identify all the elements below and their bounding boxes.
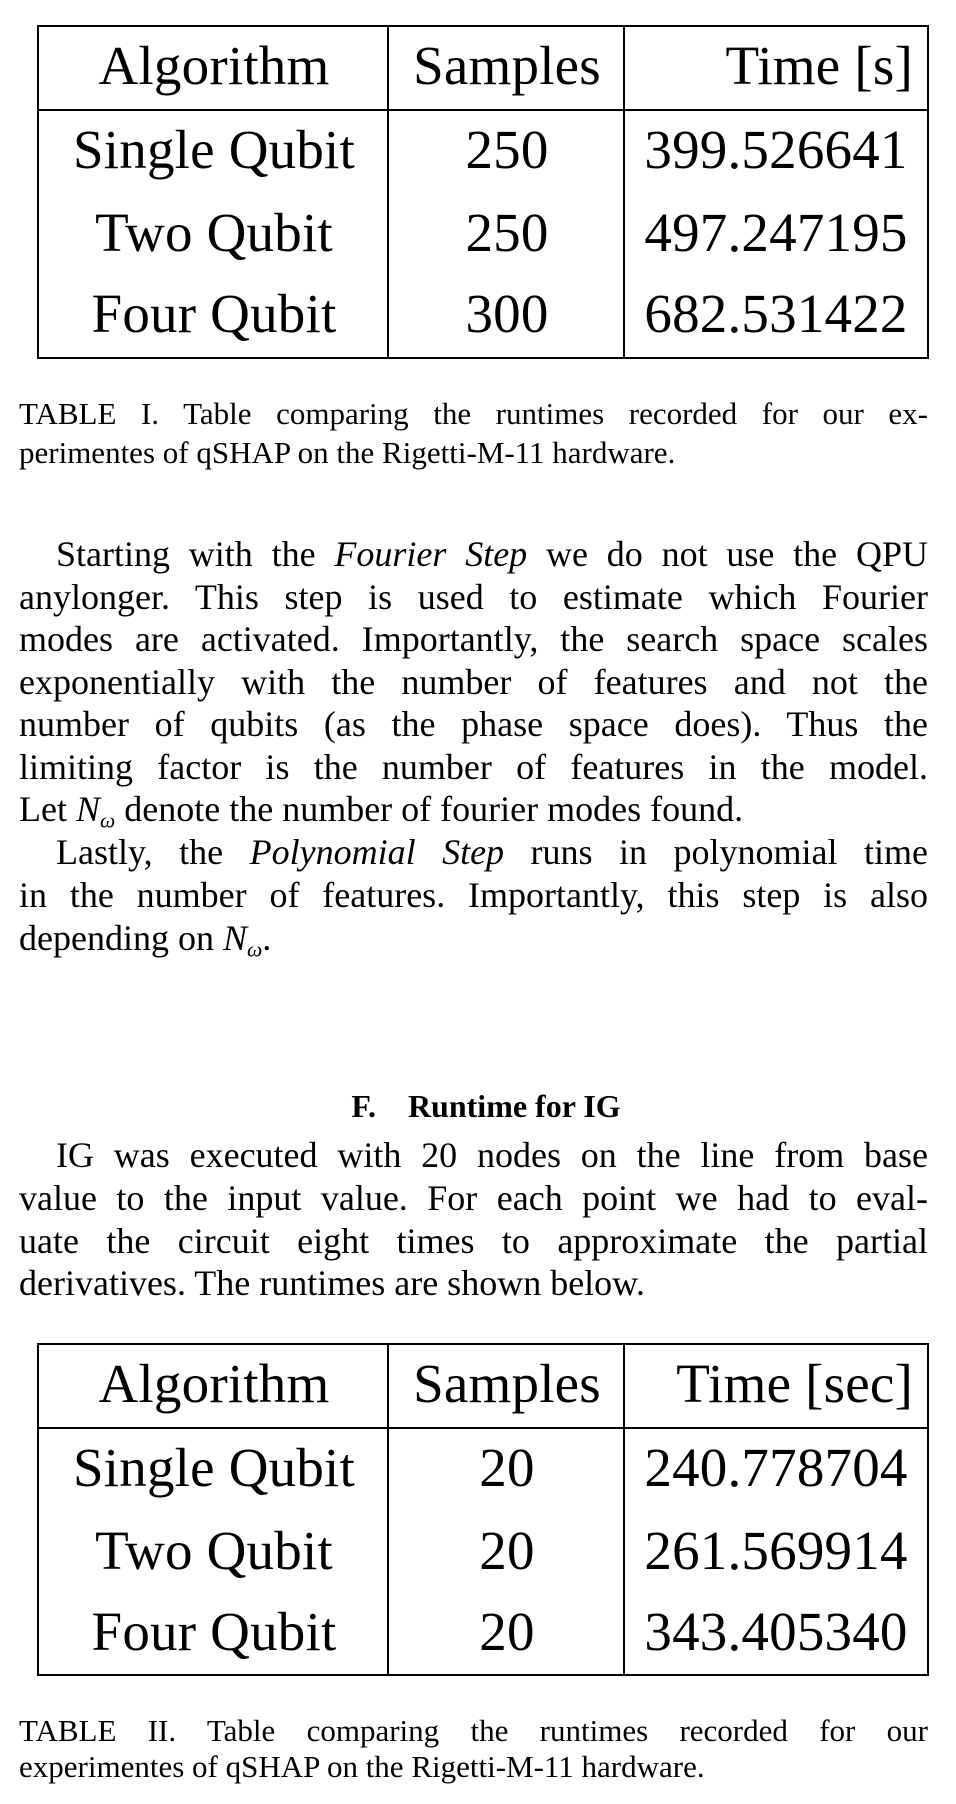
cell-time: 261.569914: [644, 1520, 908, 1581]
paragraph-2-line: [56, 830, 928, 874]
table-1: [37, 25, 929, 359]
table-row: [39, 1427, 927, 1509]
table-2-caption-line: experimentes of qSHAP on the Rigetti-M-11 hardware.: [19, 1749, 705, 1784]
text: Let: [19, 789, 76, 829]
text: Starting with the: [56, 534, 335, 574]
paragraph-1-line: [19, 787, 928, 831]
paragraph-3-line: uate the circuit eight times to approximate the partial: [19, 1221, 928, 1261]
cell-samples: 250: [465, 202, 549, 263]
cell-samples: 20: [479, 1437, 535, 1498]
paragraph-3-line: IG was executed with 20 nodes on the line from base: [56, 1135, 928, 1175]
paragraph-3-line: value to the input value. For each point we had to eval-: [19, 1178, 928, 1218]
section-title: Runtime for IG: [407, 1088, 621, 1124]
text: depending on: [19, 918, 223, 958]
cell-samples: 250: [465, 119, 549, 180]
cell-samples: 300: [465, 283, 549, 344]
paragraph-1-line: number of qubits (as the phase space does). Thus the: [19, 704, 928, 744]
math-subscript-omega: ω: [100, 808, 116, 833]
table-header-row: [39, 25, 927, 107]
text: runs in polynomial time: [504, 832, 928, 872]
table-row: [39, 1510, 927, 1592]
paragraph-1-line: exponentially with the number of features and not the: [19, 662, 928, 702]
paragraph-1-line: modes are activated. Importantly, the search space scales: [19, 619, 928, 659]
table-2-caption-line: TABLE II. Table comparing the runtimes recorded for our: [19, 1713, 928, 1748]
table-header-row: [39, 1343, 927, 1425]
text: .: [262, 918, 272, 958]
math-symbol-n: N: [75, 789, 100, 829]
header-samples: Samples: [413, 35, 601, 96]
table-2: [37, 1343, 929, 1676]
header-algorithm: Algorithm: [98, 35, 330, 96]
section-gap: [376, 1088, 408, 1124]
text: we do not use the QPU: [527, 534, 928, 574]
paragraph-1-line: [56, 532, 928, 576]
table-1-caption-line: perimentes of qSHAP on the Rigetti-M-11 hardware.: [19, 435, 676, 470]
cell-time: 240.778704: [644, 1437, 908, 1498]
cell-samples: 20: [479, 1601, 535, 1662]
cell-samples: 20: [479, 1520, 535, 1581]
cell-algorithm: Two Qubit: [95, 202, 333, 263]
table-row: [39, 109, 927, 191]
cell-algorithm: Four Qubit: [91, 1601, 337, 1662]
math-subscript-omega: ω: [246, 937, 263, 962]
text: denote the number of fourier modes found.: [115, 789, 744, 829]
emphasis-polynomial-step: Polynomial Step: [249, 832, 505, 872]
paragraph-1-line: anylonger. This step is used to estimate which Fourier: [19, 577, 928, 617]
paragraph-2-line: in the number of features. Importantly, this step is also: [19, 875, 928, 915]
paragraph-2-line: [19, 916, 928, 960]
paragraph-1-line: limiting factor is the number of features in the model.: [19, 747, 928, 787]
cell-time: 497.247195: [644, 202, 908, 263]
cell-time: 343.405340: [644, 1601, 908, 1662]
header-algorithm: Algorithm: [98, 1353, 330, 1414]
header-samples: Samples: [413, 1353, 601, 1414]
math-symbol-n: N: [222, 918, 247, 958]
cell-algorithm: Single Qubit: [73, 119, 355, 180]
text: Lastly, the: [56, 832, 250, 872]
section-number: F.: [351, 1088, 376, 1124]
header-time: Time [s]: [725, 35, 913, 96]
table-row: [39, 192, 927, 274]
cell-time: 399.526641: [644, 119, 908, 180]
table-row: [39, 1591, 927, 1673]
cell-time: 682.531422: [644, 283, 908, 344]
header-time: Time [sec]: [676, 1353, 913, 1414]
paragraph-3-line: derivatives. The runtimes are shown below.: [19, 1263, 645, 1303]
table-row: [39, 273, 927, 355]
section-heading: [0, 1040, 956, 1128]
emphasis-fourier-step: Fourier Step: [334, 534, 528, 574]
cell-algorithm: Single Qubit: [73, 1437, 355, 1498]
cell-algorithm: Four Qubit: [91, 283, 337, 344]
cell-algorithm: Two Qubit: [95, 1520, 333, 1581]
table-1-caption-line: TABLE I. Table comparing the runtimes recorded for our ex-: [19, 396, 928, 431]
